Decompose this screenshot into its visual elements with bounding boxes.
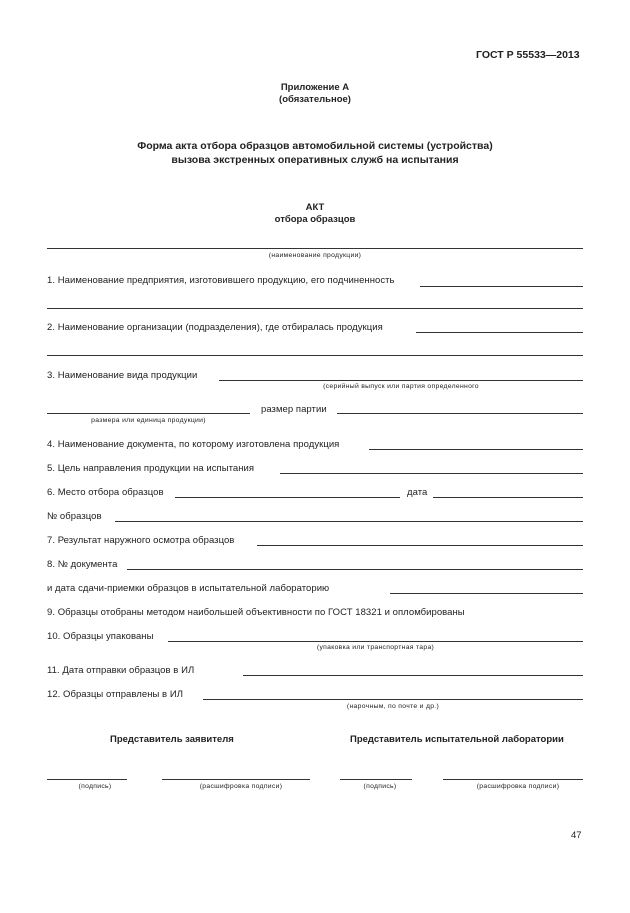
applicant-representative-label: Представитель заявителя — [110, 734, 234, 745]
field-10-label: 10. Образцы упакованы — [47, 631, 154, 642]
appendix-status: (обязательное) — [279, 94, 351, 105]
field-10-line[interactable] — [168, 641, 583, 642]
serial-caption: (серийный выпуск или партия определенного — [323, 383, 479, 390]
laboratory-signature-caption: (подпись) — [363, 783, 397, 790]
laboratory-decoding-caption: (расшифровка подписи) — [476, 783, 560, 790]
delivery-caption: (нарочным, по почте и др.) — [346, 703, 440, 710]
standard-number: ГОСТ Р 55533—2013 — [476, 49, 580, 61]
form-title-line2: вызова экстренных оперативных служб на испытания — [171, 154, 459, 166]
field-4-line[interactable] — [369, 449, 583, 450]
field-5-line[interactable] — [280, 473, 583, 474]
form-title-line1: Форма акта отбора образцов автомобильной системы (устройства) — [137, 140, 493, 152]
field-8-line[interactable] — [127, 569, 583, 570]
appendix-title: Приложение А — [280, 82, 350, 93]
date-line[interactable] — [433, 497, 583, 498]
field-1-line[interactable] — [420, 286, 583, 287]
applicant-signature-line[interactable] — [47, 779, 127, 780]
field-8-label: 8. № документа — [47, 559, 118, 570]
field-3-line[interactable] — [219, 380, 583, 381]
field-6-line[interactable] — [175, 497, 400, 498]
applicant-decoding-caption: (расшифровка подписи) — [199, 783, 283, 790]
field-7-label: 7. Результат наружного осмотра образцов — [47, 535, 235, 546]
field-7-line[interactable] — [257, 545, 583, 546]
field-12-line[interactable] — [203, 699, 583, 700]
field-9-text: 9. Образцы отобраны методом наибольшей объективности по ГОСТ 18321 и опломбированы — [47, 607, 465, 618]
act-subtitle: отбора образцов — [274, 214, 356, 225]
field-2-line[interactable] — [416, 332, 583, 333]
packaging-caption: (упаковка или транспортная тара) — [316, 644, 435, 651]
date-label: дата — [407, 487, 428, 498]
product-name-line[interactable] — [47, 248, 583, 249]
batch-size-line[interactable] — [337, 413, 583, 414]
laboratory-signature-line[interactable] — [340, 779, 412, 780]
laboratory-representative-label: Представитель испытательной лаборатории — [350, 734, 564, 745]
field-1-label: 1. Наименование предприятия, изготовившего продукцию, его подчиненность — [47, 275, 395, 286]
field-8b-line[interactable] — [390, 593, 583, 594]
field-1-line-continued[interactable] — [47, 308, 583, 309]
batch-size-label: размер партии — [261, 404, 327, 415]
page-number: 47 — [571, 830, 582, 841]
act-title: АКТ — [305, 202, 325, 213]
size-unit-caption: размера или единица продукции) — [91, 417, 206, 424]
field-2-line-continued[interactable] — [47, 355, 583, 356]
laboratory-decoding-line[interactable] — [443, 779, 583, 780]
field-4-label: 4. Наименование документа, по которому изготовлена продукция — [47, 439, 340, 450]
field-8b-label: и дата сдачи-приемки образцов в испытательной лабораторию — [47, 583, 330, 594]
field-11-line[interactable] — [243, 675, 583, 676]
size-unit-line[interactable] — [47, 413, 250, 414]
field-11-label: 11. Дата отправки образцов в ИЛ — [47, 665, 195, 676]
applicant-decoding-line[interactable] — [162, 779, 310, 780]
field-12-label: 12. Образцы отправлены в ИЛ — [47, 689, 184, 700]
sample-number-label: № образцов — [47, 511, 102, 522]
applicant-signature-caption: (подпись) — [78, 783, 112, 790]
field-6-label: 6. Место отбора образцов — [47, 487, 164, 498]
field-2-label: 2. Наименование организации (подразделения), где отбиралась продукция — [47, 322, 383, 333]
product-name-caption: (наименование продукции) — [268, 252, 362, 259]
field-3-label: 3. Наименование вида продукции — [47, 370, 198, 381]
sample-number-line[interactable] — [115, 521, 583, 522]
field-5-label: 5. Цель направления продукции на испытания — [47, 463, 255, 474]
